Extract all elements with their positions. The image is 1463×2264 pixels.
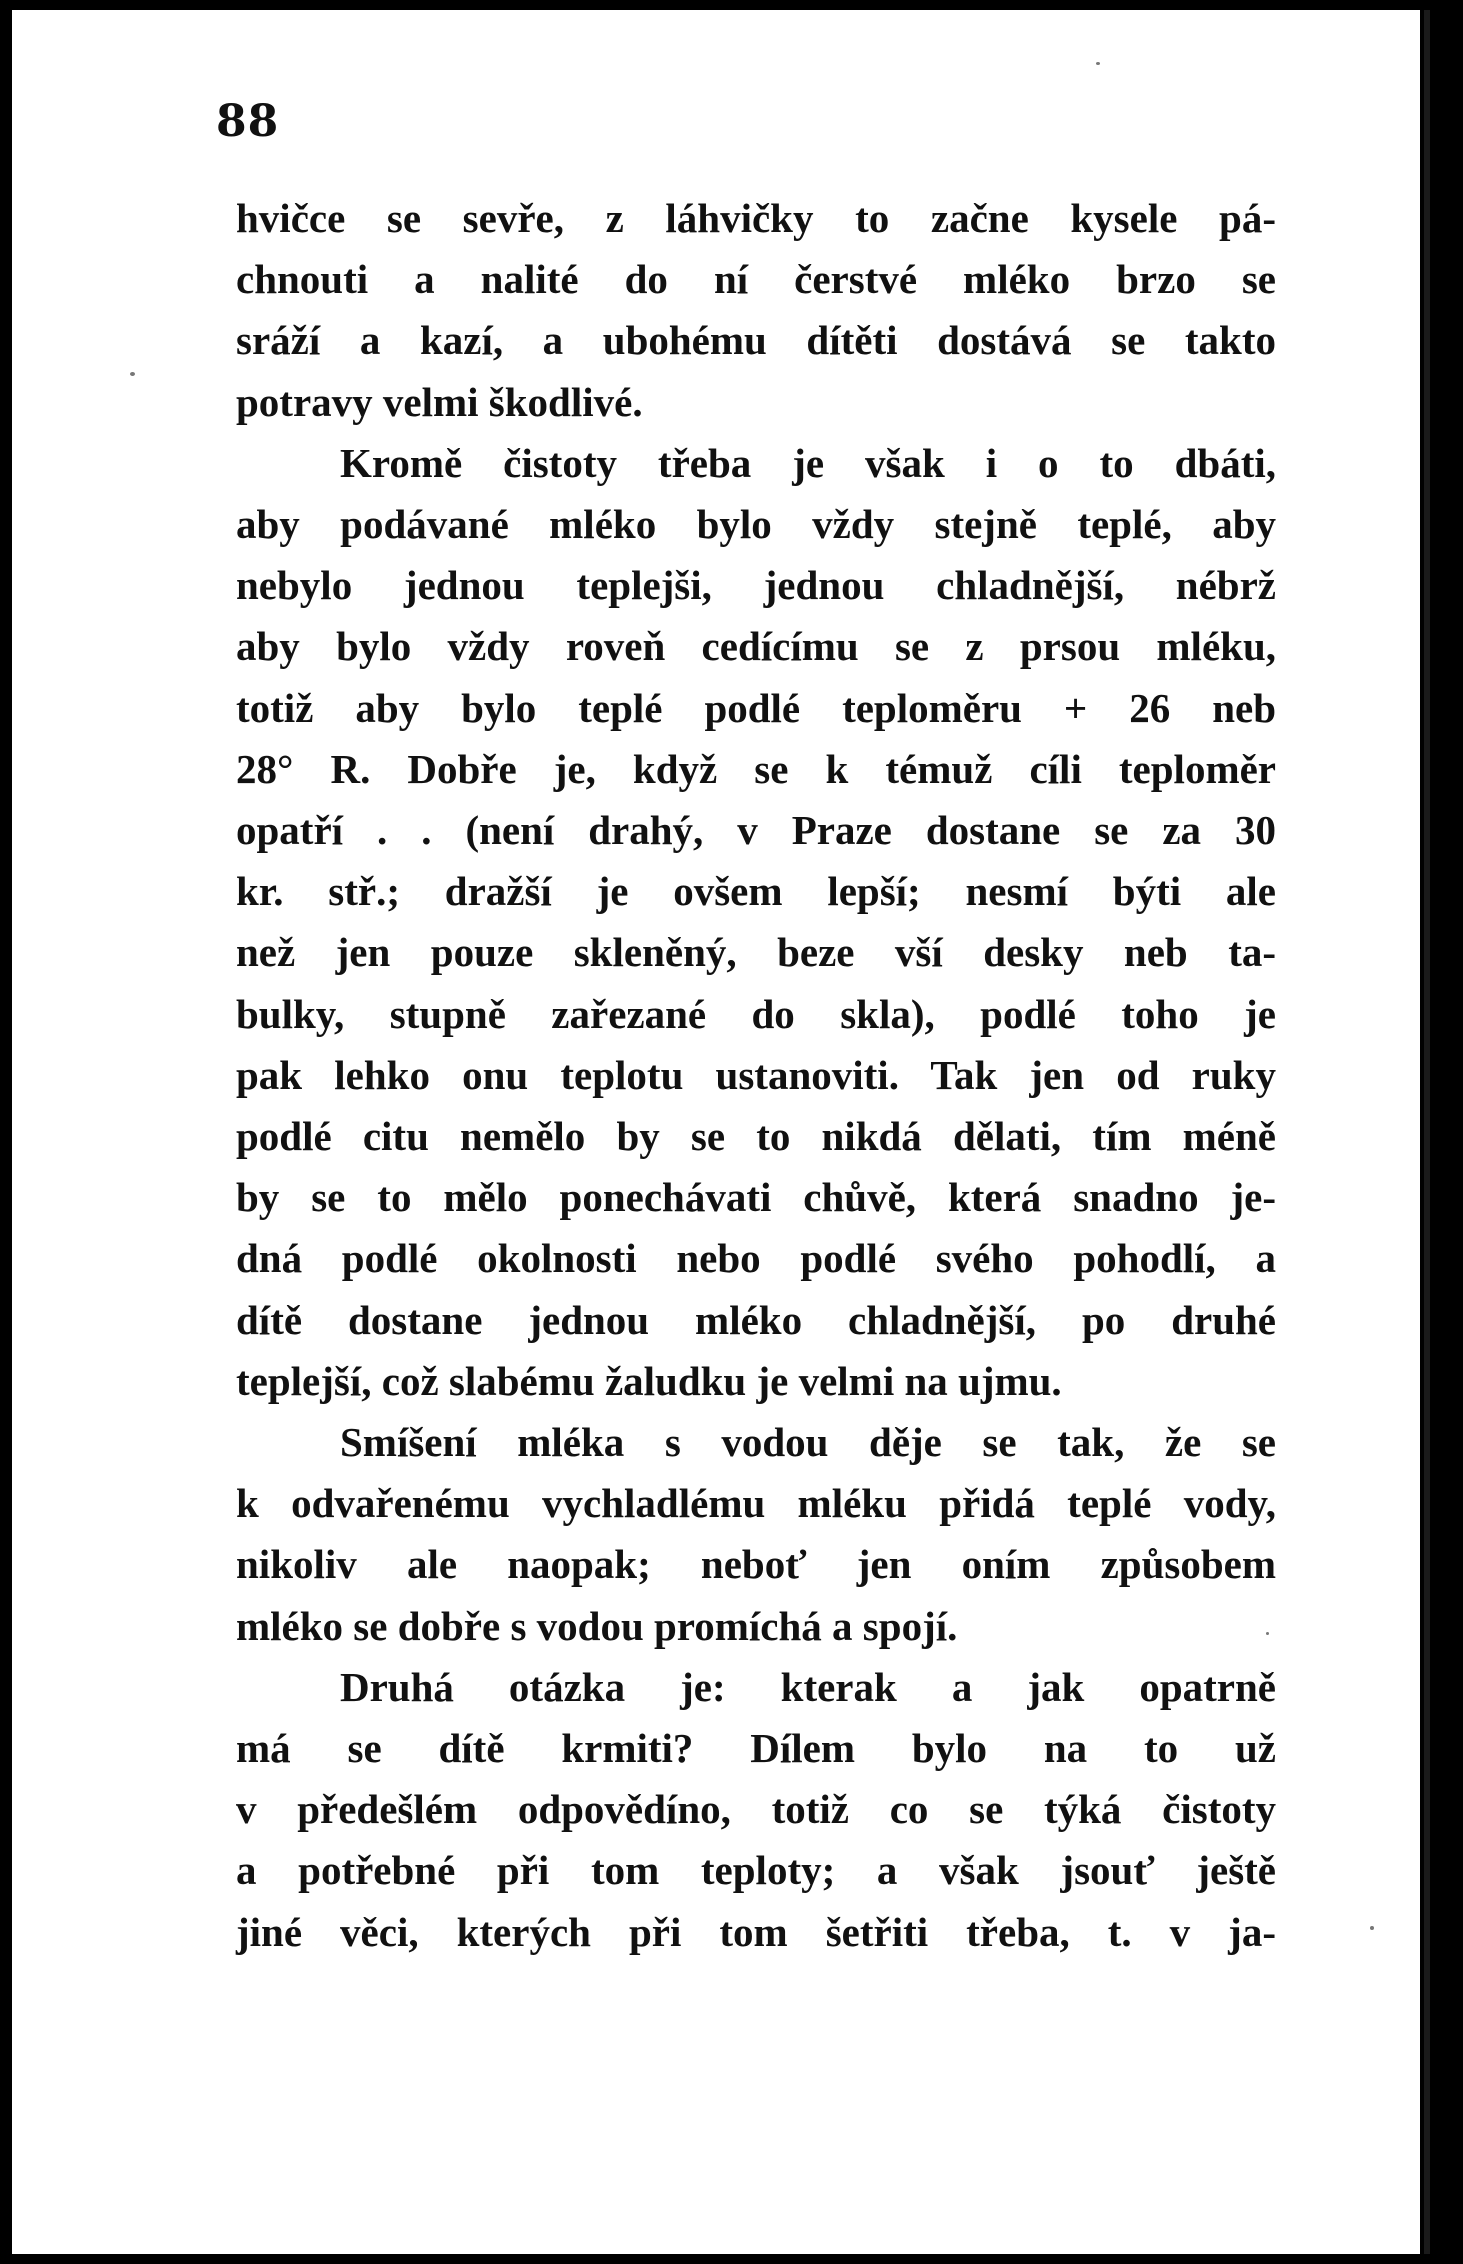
text-line-2: chnouti a nalité do ní čerstvé mléko brzo se <box>236 256 1276 303</box>
text-line-28: a potřebné při tom teploty; a však jsouť ještě <box>236 1847 1276 1894</box>
text-line-23: nikoliv ale naopak; neboť jen oním způsobem <box>236 1541 1276 1588</box>
text-line-5: Kromě čistoty třeba je však i o to dbáti, <box>340 439 1276 486</box>
paper-speck <box>1370 1926 1374 1930</box>
page-number: 88 <box>216 96 280 147</box>
text-line-7: nebylo jednou teplejši, jednou chladnější, nébrž <box>236 562 1276 609</box>
paper-speck <box>1266 1632 1269 1635</box>
text-line-10: 28° R. Dobře je, když se k témuž cíli teploměr <box>236 745 1276 792</box>
text-line-21: Smíšení mléka s vodou děje se tak, že se <box>340 1419 1276 1466</box>
text-line-8: aby bylo vždy roveň cedícímu se z prsou mléku, <box>236 623 1276 670</box>
text-line-12: kr. stř.; dražší je ovšem lepší; nesmí býti ale <box>236 868 1276 915</box>
page-edge-rule <box>1424 10 1430 2254</box>
paper-speck <box>1096 62 1100 65</box>
paper-speck <box>130 372 135 376</box>
text-line-14: bulky, stupně zařezané do skla), podlé toho je <box>236 990 1276 1037</box>
body-text <box>236 188 1276 1963</box>
text-line-17: by se to mělo ponechávati chůvě, která snadno je- <box>236 1174 1276 1221</box>
text-line-26: má se dítě krmiti? Dílem bylo na to už <box>236 1725 1276 1772</box>
text-line-29: jiné věci, kterých při tom šetřiti třeba, t. v ja- <box>236 1908 1276 1955</box>
text-line-16: podlé citu nemělo by se to nikdá dělati, tím méně <box>236 1113 1276 1160</box>
text-line-27: v předešlém odpovědíno, totiž co se týká čistoty <box>236 1786 1276 1833</box>
text-line-3: sráží a kazí, a ubohému dítěti dostává se takto <box>236 317 1276 364</box>
text-line-6: aby podávané mléko bylo vždy stejně teplé, aby <box>236 501 1276 548</box>
text-line-25: Druhá otázka je: kterak a jak opatrně <box>340 1663 1276 1710</box>
text-line-22: k odvařenému vychladlému mléku přidá teplé vody, <box>236 1480 1276 1527</box>
text-line-20: teplejší, což slabému žaludku je velmi na ujmu. <box>236 1357 1062 1404</box>
text-line-18: dná podlé okolnosti nebo podlé svého pohodlí, a <box>236 1235 1276 1282</box>
text-line-24: mléko se dobře s vodou promíchá a spojí. <box>236 1602 958 1649</box>
text-line-4: potravy velmi škodlivé. <box>236 378 643 425</box>
text-line-13: než jen pouze skleněný, beze vší desky neb ta- <box>236 929 1276 976</box>
text-line-19: dítě dostane jednou mléko chladnější, po druhé <box>236 1296 1276 1343</box>
text-line-15: pak lehko onu teplotu ustanoviti. Tak jen od ruky <box>236 1051 1276 1098</box>
text-line-9: totiž aby bylo teplé podlé teploměru + 26 neb <box>236 684 1276 731</box>
text-line-1: hvičce se sevře, z láhvičky to začne kysele pá- <box>236 195 1276 241</box>
text-line-11: opatří . . (není drahý, v Praze dostane se za 30 <box>236 807 1276 854</box>
